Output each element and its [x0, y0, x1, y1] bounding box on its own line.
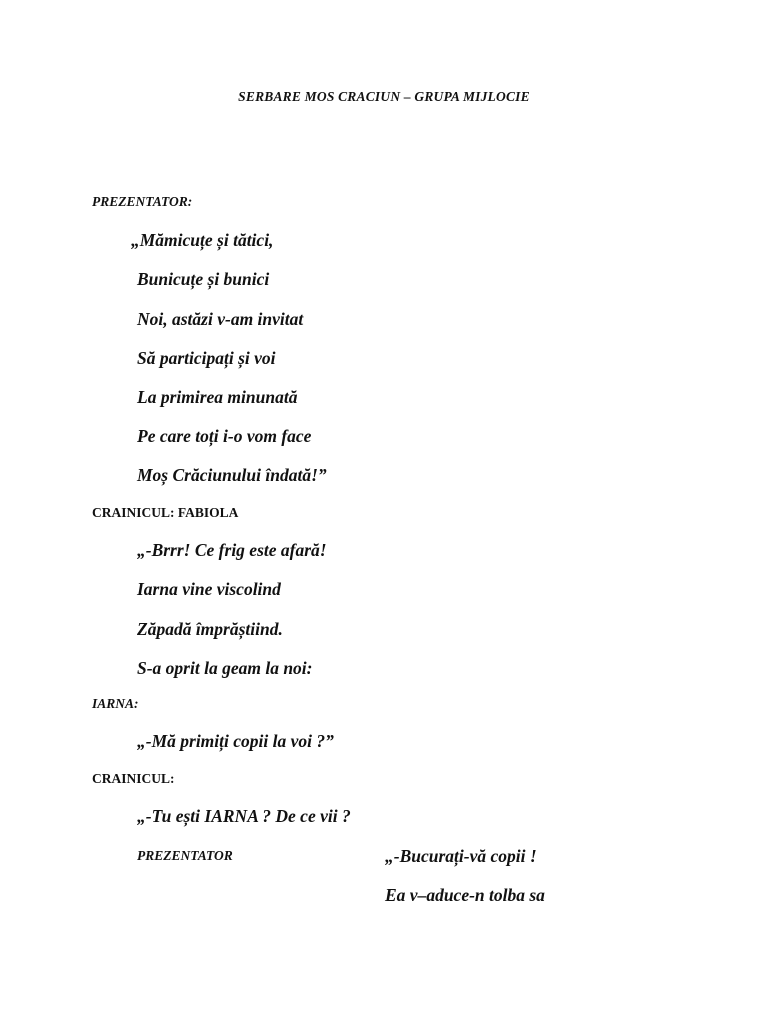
verse-line: „-Brrr! Ce frig este afară! — [137, 540, 327, 560]
verse-line: Să participați și voi — [137, 348, 276, 368]
verse-line: Moș Crăciunului îndată!” — [137, 465, 327, 485]
verse-line: „-Tu ești IARNA ? De ce vii ? — [137, 806, 351, 826]
verse-line: „-Bucurați-vă copii ! — [385, 846, 537, 866]
verse-line: „-Mă primiți copii la voi ?” — [137, 731, 334, 751]
speaker-crainicul-fabiola: CRAINICUL: FABIOLA — [92, 505, 239, 520]
document-title: SERBARE MOS CRACIUN – GRUPA MIJLOCIE — [238, 89, 530, 104]
verse-line: S-a oprit la geam la noi: — [137, 658, 313, 678]
speaker-iarna: IARNA: — [92, 696, 139, 711]
verse-line: Iarna vine viscolind — [137, 579, 281, 599]
verse-line: Noi, astăzi v-am invitat — [137, 309, 304, 329]
verse-line: Ea v–aduce-n tolba sa — [385, 885, 545, 905]
verse-line: Zăpadă împrăștiind. — [137, 619, 283, 639]
verse-line: La primirea minunată — [137, 387, 298, 407]
speaker-prezentator: PREZENTATOR: — [92, 194, 193, 209]
speaker-crainicul: CRAINICUL: — [92, 771, 175, 786]
verse-line: Pe care toți i-o vom face — [137, 426, 312, 446]
speaker-prezentator-2: PREZENTATOR — [137, 848, 233, 863]
verse-line: Bunicuțe și bunici — [137, 269, 270, 289]
verse-line: „Mămicuțe și tătici, — [131, 230, 274, 250]
